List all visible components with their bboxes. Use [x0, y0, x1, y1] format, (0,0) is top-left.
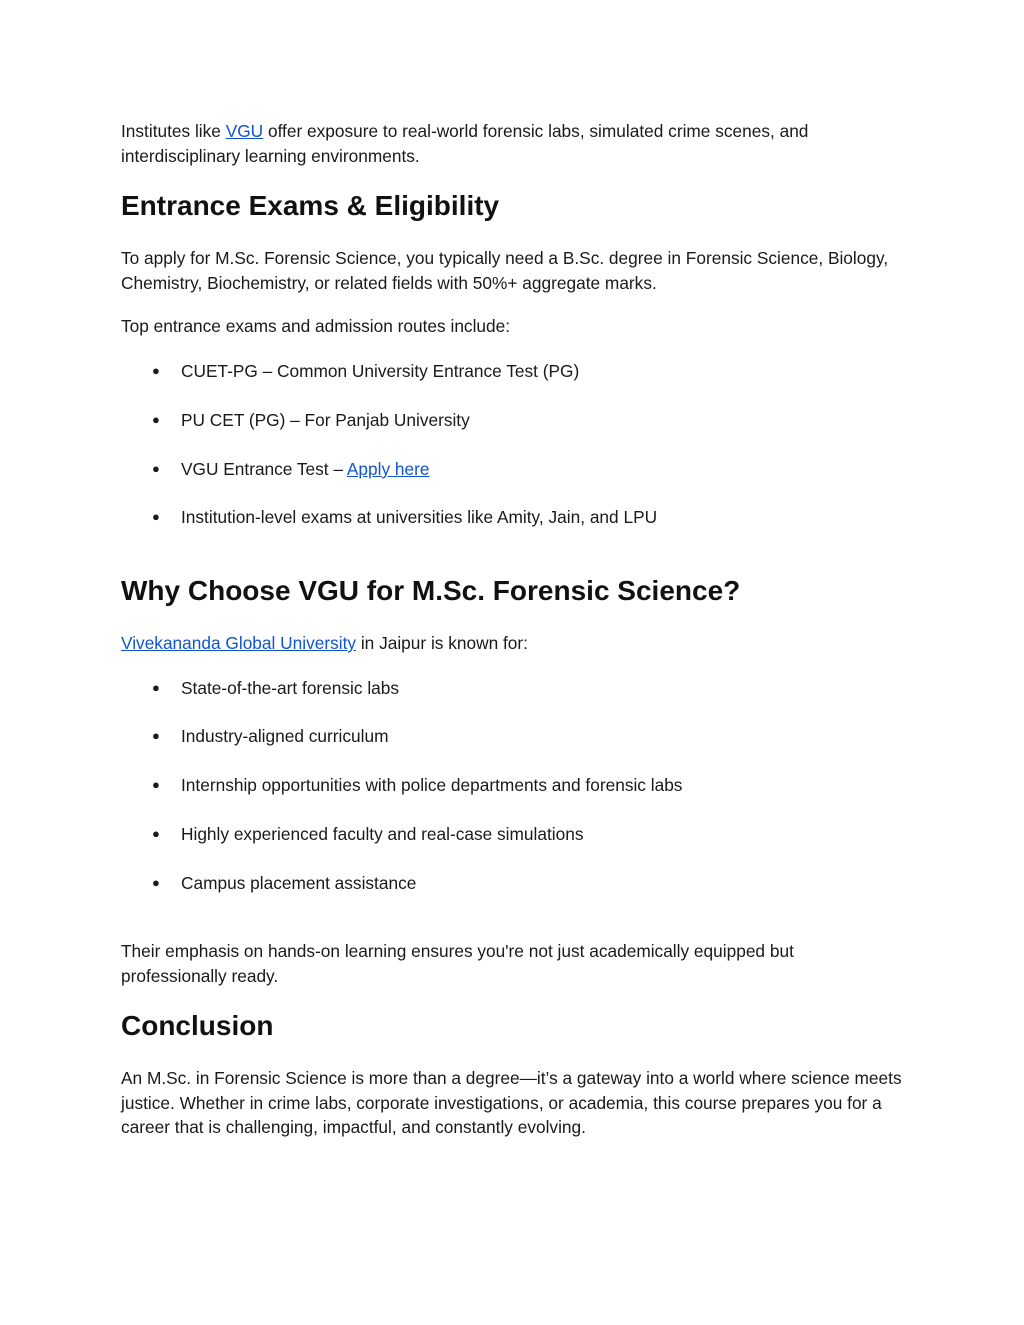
apply-here-link[interactable]: Apply here: [346, 459, 430, 479]
eligibility-paragraph: To apply for M.Sc. Forensic Science, you typically need a B.Sc. degree in Forensic Science, Biology, Chemistry, Biochemistry, or related fields with 50%+ aggregate marks.: [121, 248, 889, 293]
bullet-icon: ●: [152, 777, 160, 792]
bullet-icon: ●: [152, 461, 160, 476]
conclusion-heading: Conclusion: [121, 1010, 274, 1041]
list-item: Institution-level exams at universities like Amity, Jain, and LPU: [181, 507, 658, 527]
list-item: [181, 457, 429, 481]
bullet-icon: ●: [152, 875, 160, 890]
conclusion-paragraph: An M.Sc. in Forensic Science is more than a degree—it’s a gateway into a world where science meets justice. Whether in crime labs, corporate investigations, or academia, this course prepares you for a career that is challenging, impactful, and constantly evolving.: [121, 1068, 902, 1137]
bullet-icon: ●: [152, 509, 160, 524]
vivekananda-global-university-link[interactable]: Vivekananda Global University: [121, 633, 357, 653]
list-item: CUET-PG – Common University Entrance Test (PG): [181, 361, 580, 381]
list-item: Internship opportunities with police departments and forensic labs: [181, 775, 683, 795]
vgu-known-for-text: [121, 631, 911, 656]
bullet-icon: ●: [152, 826, 160, 841]
intro-text-suffix: offer exposure to real-world forensic labs, simulated crime scenes, and interdisciplinary learning environments.: [121, 121, 809, 166]
exams-lead-text: Top entrance exams and admission routes include:: [121, 316, 511, 336]
list-item: Industry-aligned curriculum: [181, 726, 389, 746]
vgu-link[interactable]: VGU: [225, 121, 264, 141]
bullet-icon: ●: [152, 728, 160, 743]
emphasis-paragraph: Their emphasis on hands-on learning ensures you're not just academically equipped but professionally ready.: [121, 941, 794, 986]
known-for-suffix: in Jaipur is known for:: [356, 633, 528, 653]
bullet-icon: ●: [152, 412, 160, 427]
intro-text-prefix: Institutes like: [121, 121, 226, 141]
bullet-icon: ●: [152, 680, 160, 695]
list-item: Highly experienced faculty and real-case simulations: [181, 824, 584, 844]
list-item-text: VGU Entrance Test –: [181, 459, 347, 479]
list-item: PU CET (PG) – For Panjab University: [181, 410, 470, 430]
list-item: State-of-the-art forensic labs: [181, 678, 400, 698]
intro-paragraph: [121, 119, 881, 168]
why-choose-vgu-heading: Why Choose VGU for M.Sc. Forensic Science?: [121, 575, 741, 606]
list-item: Campus placement assistance: [181, 873, 417, 893]
entrance-exams-heading: Entrance Exams & Eligibility: [121, 190, 500, 221]
bullet-icon: ●: [152, 363, 160, 378]
